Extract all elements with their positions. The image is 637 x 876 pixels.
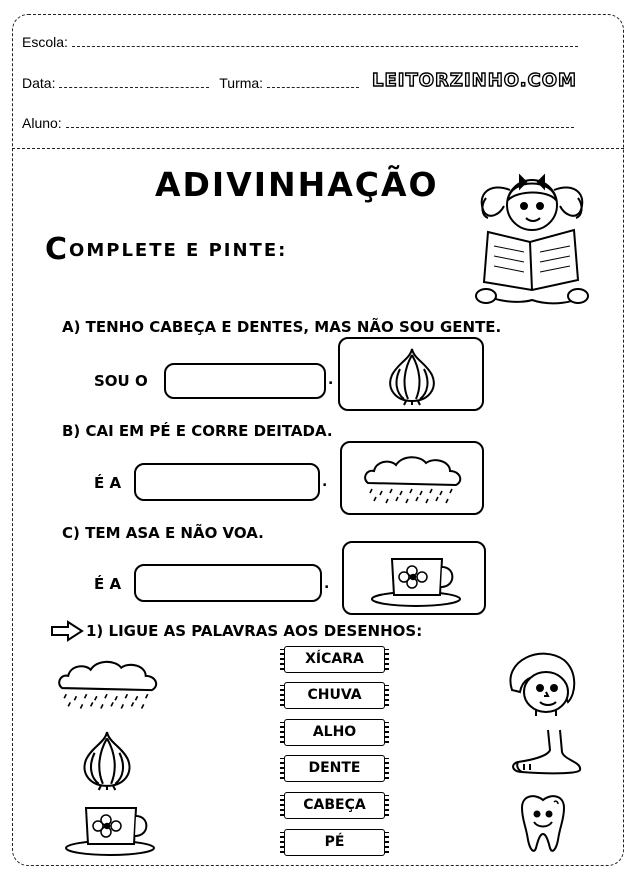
word-card-cabeca[interactable]: CABEÇA	[284, 792, 385, 819]
riddle-b-question: B) CAI EM PÉ E CORRE DEITADA.	[62, 422, 333, 440]
student-field[interactable]	[66, 115, 574, 128]
riddle-a-prefix: SOU O	[94, 372, 148, 390]
rain-cloud-icon	[360, 453, 466, 505]
riddle-c-picture-box	[342, 541, 486, 615]
word-card-pe[interactable]: PÉ	[284, 829, 385, 856]
girl-reading-icon	[470, 160, 595, 310]
teacup-icon	[370, 551, 462, 609]
word-card-chuva[interactable]: CHUVA	[284, 682, 385, 709]
riddle-b-prefix: É A	[94, 474, 122, 492]
school-label: Escola:	[22, 34, 68, 50]
class-label: Turma:	[219, 75, 264, 91]
riddle-b-answer-box[interactable]	[134, 463, 320, 501]
riddle-a-answer-box[interactable]	[164, 363, 326, 399]
riddle-c-answer-box[interactable]	[134, 564, 322, 602]
riddle-b-dot: .	[322, 474, 328, 490]
riddle-a-question: A) TENHO CABEÇA E DENTES, MAS NÃO SOU GENTE.	[62, 318, 502, 336]
header-separator	[12, 148, 624, 149]
rain-cloud-icon	[54, 655, 162, 713]
garlic-icon	[384, 345, 440, 405]
riddle-c-prefix: É A	[94, 575, 122, 593]
date-label: Data:	[22, 75, 56, 91]
word-card-xicara[interactable]: XÍCARA	[284, 646, 385, 673]
riddle-b-picture-box	[340, 441, 484, 515]
riddle-c-dot: .	[324, 576, 330, 592]
matching-instruction: 1) LIGUE AS PALAVRAS AOS DESENHOS:	[86, 622, 423, 640]
school-field[interactable]	[72, 34, 578, 47]
foot-icon	[508, 728, 584, 776]
date-field[interactable]	[59, 75, 209, 88]
tooth-icon	[518, 792, 568, 856]
school-row	[22, 34, 578, 50]
girl-head-icon	[502, 650, 580, 716]
subtitle-text: OMPLETE E PINTE:	[69, 240, 288, 261]
date-row	[22, 75, 359, 91]
site-logo: LEITORZINHO.COM	[372, 70, 577, 91]
arrow-right-icon	[50, 620, 84, 642]
word-card-alho[interactable]: ALHO	[284, 719, 385, 746]
garlic-icon	[78, 728, 136, 790]
subtitle-initial: C	[45, 232, 70, 267]
word-card-dente[interactable]: DENTE	[284, 755, 385, 782]
subtitle	[45, 232, 287, 267]
class-field[interactable]	[267, 75, 359, 88]
page-title: ADIVINHAÇÃO	[155, 165, 439, 204]
student-row	[22, 115, 574, 131]
student-label: Aluno:	[22, 115, 62, 131]
riddle-a-picture-box	[338, 337, 484, 411]
teacup-icon	[64, 800, 156, 858]
riddle-a-dot: .	[328, 372, 334, 388]
riddle-c-question: C) TEM ASA E NÃO VOA.	[62, 524, 264, 542]
